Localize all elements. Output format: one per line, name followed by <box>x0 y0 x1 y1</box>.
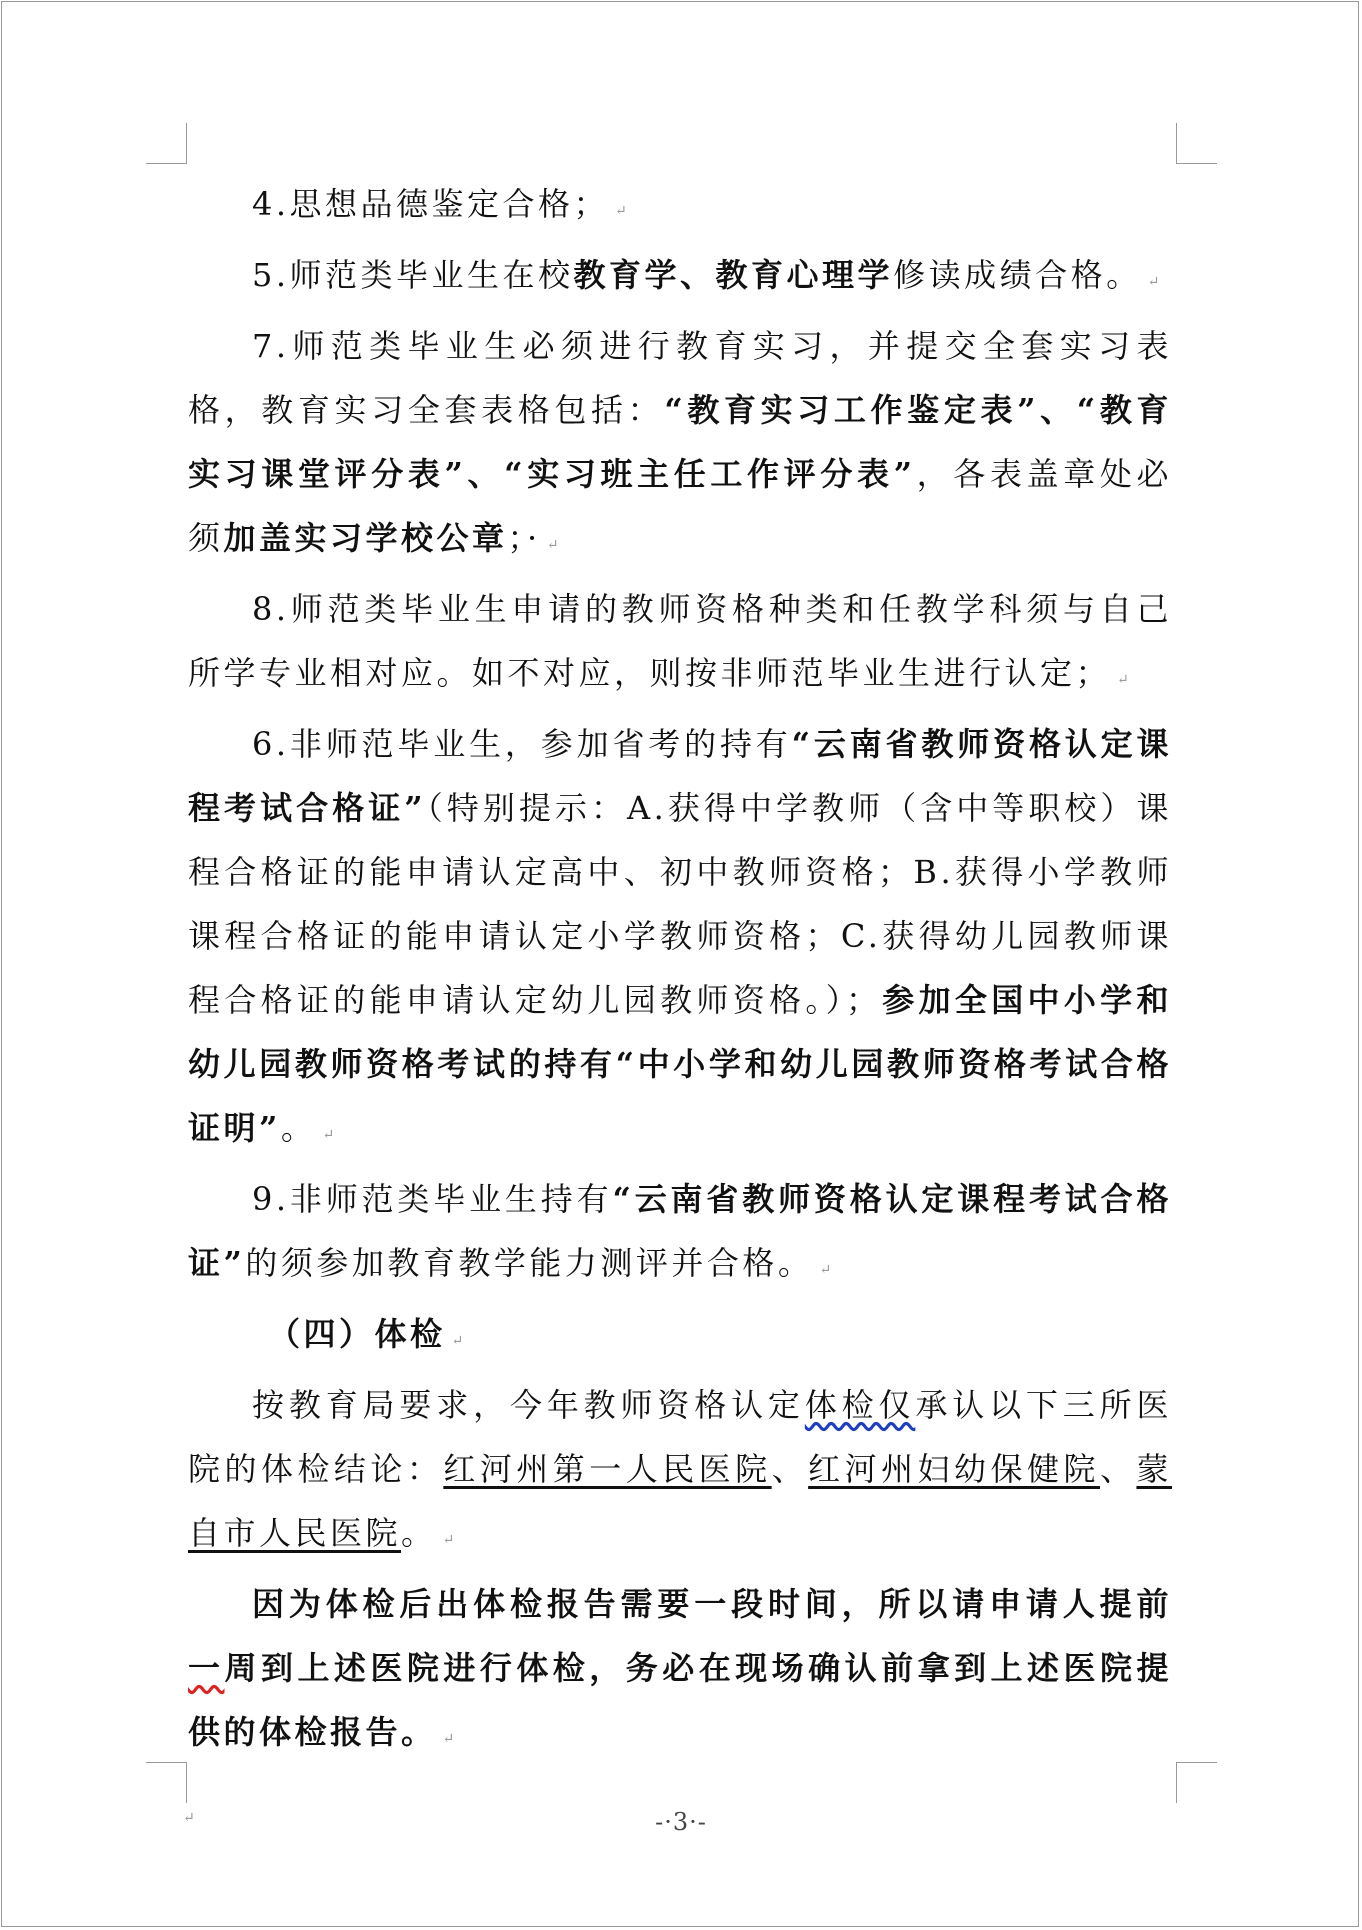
paragraph-mark: ↵ <box>451 1333 464 1349</box>
text-run: 6.非师范毕业生，参加省考的持有 <box>252 725 792 763</box>
text-run: 7.师范类毕业生必须进行教育实习，并提交全套实习表格，教育实习全套表格包括： <box>188 327 1172 429</box>
paragraph-mark: ↵ <box>1117 672 1129 688</box>
text-run: 、 <box>771 1450 809 1488</box>
text-run: 教育学、教育心理学 <box>573 256 894 294</box>
paragraph <box>188 1373 1172 1572</box>
paragraph-mark: ↵ <box>615 203 627 219</box>
page-number: -·3·- <box>655 1808 707 1836</box>
text-run: （四）体检 <box>268 1315 446 1353</box>
paragraph-mark: ↵ <box>442 1731 455 1747</box>
text-run: 周到上述医院进行体检，务必在现场确认前拿到上述医院提供的体检报告。 <box>188 1649 1172 1751</box>
text-run: 4.思想品德鉴定合格； <box>252 185 610 223</box>
paragraph <box>188 1167 1172 1302</box>
paragraph <box>188 577 1172 712</box>
text-run: 。 <box>280 1109 317 1147</box>
text-run: 。 <box>401 1514 437 1552</box>
paragraph <box>188 314 1172 577</box>
text-run: 8.师范类毕业生申请的教师资格种类和任教学科须与自己所学专业相对应。如不对应，则按非师范毕业生进行认定； <box>188 590 1172 692</box>
text-run: “教育实习工作鉴定表”、“教育实习课堂评分表”、“实习班主任工作评分表” <box>188 391 1172 493</box>
text-run: 因为体检后出体检报告需要一段时间，所以请申请人提前 <box>252 1585 1172 1623</box>
text-run: 按教育局要求，今年教师资格认定 <box>252 1386 805 1424</box>
paragraph <box>188 1572 1172 1771</box>
text-run: （特别提示：A.获得中学教师（含中等职校）课程合格证的能申请认定高中、初中教师资格；B.获得小学教师课程合格证的能申请认定小学教师资格；C.获得幼儿园教师课程合格证的能申请认定幼儿园教师资格。）； <box>188 789 1172 1019</box>
text-run: 体检仅 <box>804 1386 916 1424</box>
crop-mark-top-left <box>146 123 187 164</box>
text-run: 加盖实习学校公章 <box>223 519 508 557</box>
paragraph-mark: ↵ <box>1147 274 1160 290</box>
text-run: ，各表盖章处必须 <box>188 455 1172 557</box>
paragraph <box>188 172 1172 243</box>
text-run: 的须参加教育教学能力测评并合格。 <box>245 1244 814 1282</box>
text-run: “云南省教师资格认定课程考试合格证” <box>188 1180 1172 1282</box>
text-run: 9.非师范类毕业生持有 <box>252 1180 613 1218</box>
crop-mark-top-right <box>1176 123 1217 164</box>
text-run: 蒙自市人民医院 <box>188 1450 1172 1552</box>
footer-paragraph-mark: ↵ <box>183 1810 195 1826</box>
text-run: 修读成绩合格。 <box>893 256 1142 294</box>
text-run: 红河州妇幼保健院 <box>808 1450 1100 1488</box>
crop-mark-bottom-right <box>1176 1762 1217 1803</box>
paragraph-mark: ↵ <box>322 1127 335 1143</box>
text-run: 、 <box>1099 1450 1137 1488</box>
text-run: 参加全国中小学和幼儿园教师资格考试的持有“中小学和幼儿园教师资格考试合格证明” <box>188 981 1172 1147</box>
crop-mark-bottom-left <box>146 1762 187 1803</box>
paragraph-mark: ↵ <box>819 1262 832 1278</box>
text-run: ；· <box>507 519 541 557</box>
text-run: 承认以下三所医院的体检结论： <box>188 1386 1172 1488</box>
text-run: 红河州第一人民医院 <box>443 1450 772 1488</box>
paragraph-mark: ↵ <box>442 1532 455 1548</box>
text-run: “云南省教师资格认定课程考试合格证” <box>188 725 1172 827</box>
paragraph-mark: ↵ <box>546 537 559 553</box>
text-run: 5.师范类毕业生在校 <box>252 256 574 294</box>
text-run: 一 <box>188 1649 225 1687</box>
paragraph <box>188 243 1172 314</box>
section-heading <box>188 1302 1172 1373</box>
document-body <box>188 172 1172 1771</box>
paragraph <box>188 712 1172 1167</box>
